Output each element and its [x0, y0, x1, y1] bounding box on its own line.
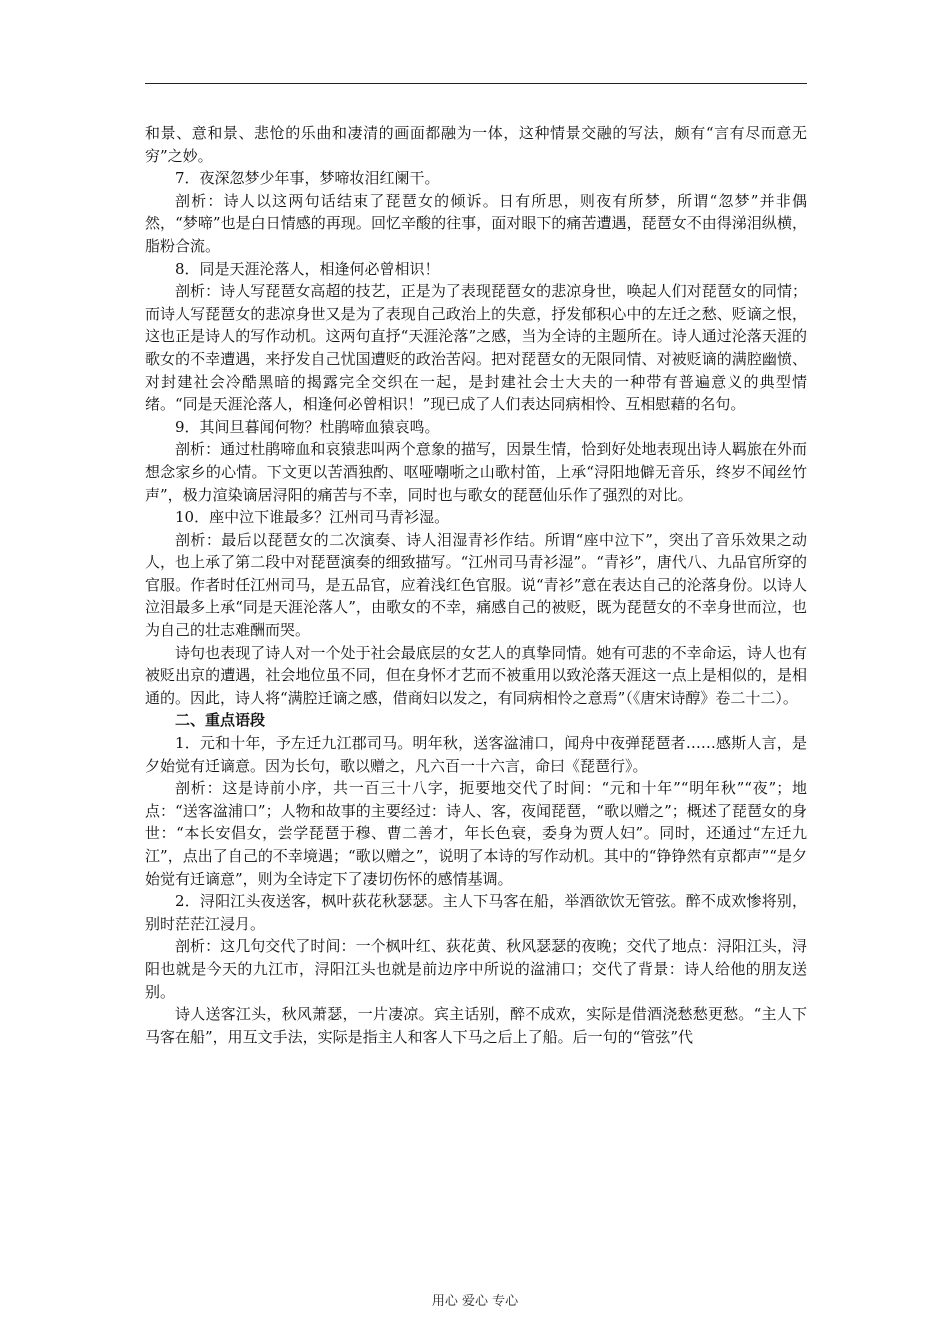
paragraph: 1．元和十年，予左迁九江郡司马。明年秋，送客湓浦口，闻舟中夜弹琵琶者……感斯人言，是夕始觉有迁谪意。因为长句，歌以赠之，凡六百一十六言，命曰《琵琶行》。 [145, 734, 807, 775]
paragraph: 和景、意和景、悲怆的乐曲和凄清的画面都融为一体，这种情景交融的写法，颇有“言有尽而意无穷”之妙。 [145, 124, 807, 165]
paragraph: 剖析：这几句交代了时间：一个枫叶红、荻花黄、秋风瑟瑟的夜晚；交代了地点：浔阳江头，浔阳也就是今天的九江市，浔阳江头也就是前边序中所说的湓浦口；交代了背景：诗人给他的朋友送别。 [145, 937, 807, 1001]
paragraph: 剖析：通过杜鹃啼血和哀猿悲叫两个意象的描写，因景生情，恰到好处地表现出诗人羁旅在外而想念家乡的心情。下文更以苦酒独酌、呕哑嘲哳之山歌村笛，上承“浔阳地僻无音乐，终岁不闻丝竹声”，极力渲染谪居浔阳的痛苦与不幸，同时也与歌女的琵琶仙乐作了强烈的对比。 [145, 440, 807, 504]
paragraph: 剖析：诗人以这两句话结束了琵琶女的倾诉。日有所思，则夜有所梦，所谓“忽梦”并非偶然，“梦啼”也是白日情感的再现。回忆辛酸的往事，面对眼下的痛苦遭遇，琵琶女不由得涕泪纵横，脂粉合流。 [145, 191, 807, 255]
page-footer: 用心 爱心 专心 [431, 1294, 519, 1309]
paragraph: 2．浔阳江头夜送客，枫叶荻花秋瑟瑟。主人下马客在船，举酒欲饮无管弦。醉不成欢惨将别，别时茫茫江浸月。 [145, 892, 807, 933]
paragraph: 剖析：最后以琵琶女的二次演奏、诗人泪湿青衫作结。所谓“座中泣下”，突出了音乐效果之动人，也上承了第二段中对琵琶演奏的细致描写。“江州司马青衫湿”。“青衫”，唐代八、九品官所穿的官服。作者时任江州司马，是五品官，应着浅红色官服。说“青衫”意在表达自己的沦落身份。以诗人泣泪最多上承“同是天涯沦落人”，由歌女的不幸，痛感自己的被贬，既为琵琶女的不幸身世而泣，也为自己的壮志难酬而哭。 [145, 530, 807, 640]
header-rule [145, 83, 807, 84]
paragraph: 诗句也表现了诗人对一个处于社会最底层的女艺人的真挚同情。她有可悲的不幸命运，诗人也有被贬出京的遭遇，社会地位虽不同，但在身怀才艺而不被重用以致沦落天涯这一点上是相似的，是相通的。因此，诗人将“满腔迁谪之感，借商妇以发之，有同病相怜之意焉”（《唐宋诗醇》卷二十二）。 [145, 643, 807, 707]
paragraph: 剖析：这是诗前小序，共一百三十八字，扼要地交代了时间：“元和十年”“明年秋”“夜”；地点：“送客湓浦口”；人物和故事的主要经过：诗人、客，夜闻琵琶，“歌以赠之”；概述了琵琶女的身世：“本长安倡女，尝学琵琶于穆、曹二善才，年长色衰，委身为贾人妇”。同时，还通过“左迁九江”，点出了自己的不幸境遇；“歌以赠之”，说明了本诗的写作动机。其中的“铮铮然有京都声”“是夕始觉有迁谪意”，则为全诗定下了凄切伤怀的感情基调。 [145, 779, 807, 888]
paragraph: 10．座中泣下谁最多？江州司马青衫湿。 [175, 508, 450, 527]
section-heading: 二、重点语段 [175, 711, 266, 730]
paragraph: 7．夜深忽梦少年事，梦啼妆泪红阑干。 [175, 169, 440, 188]
paragraph: 8．同是天涯沦落人，相逢何必曾相识！ [175, 259, 440, 278]
paragraph: 9．其间旦暮闻何物？杜鹃啼血猿哀鸣。 [175, 417, 440, 436]
document-body [145, 122, 807, 1048]
paragraph: 剖析：诗人写琵琶女高超的技艺，正是为了表现琵琶女的悲凉身世，唤起人们对琵琶女的同情；而诗人写琵琶女的悲凉身世又是为了表现自己政治上的失意，抒发郁积心中的左迁之愁、贬谪之恨，这也正是诗人的写作动机。这两句直抒“天涯沦落”之感，当为全诗的主题所在。诗人通过沦落天涯的歌女的不幸遭遇，来抒发自己忧国遭贬的政治苦闷。把对琵琶女的无限同情、对被贬谪的满腔幽愤、对封建社会冷酷黑暗的揭露完全交织在一起，是封建社会士大夫的一种带有普遍意义的典型情绪。“同是天涯沦落人，相逢何必曾相识！”现已成了人们表达同病相怜、互相慰藉的名句。 [145, 282, 807, 414]
paragraph: 诗人送客江头，秋风萧瑟，一片凄凉。宾主话别，醉不成欢，实际是借酒浇愁愁更愁。“主人下马客在船”，用互文手法，实际是指主人和客人下马之后上了船。后一句的“管弦”代 [145, 1005, 807, 1046]
